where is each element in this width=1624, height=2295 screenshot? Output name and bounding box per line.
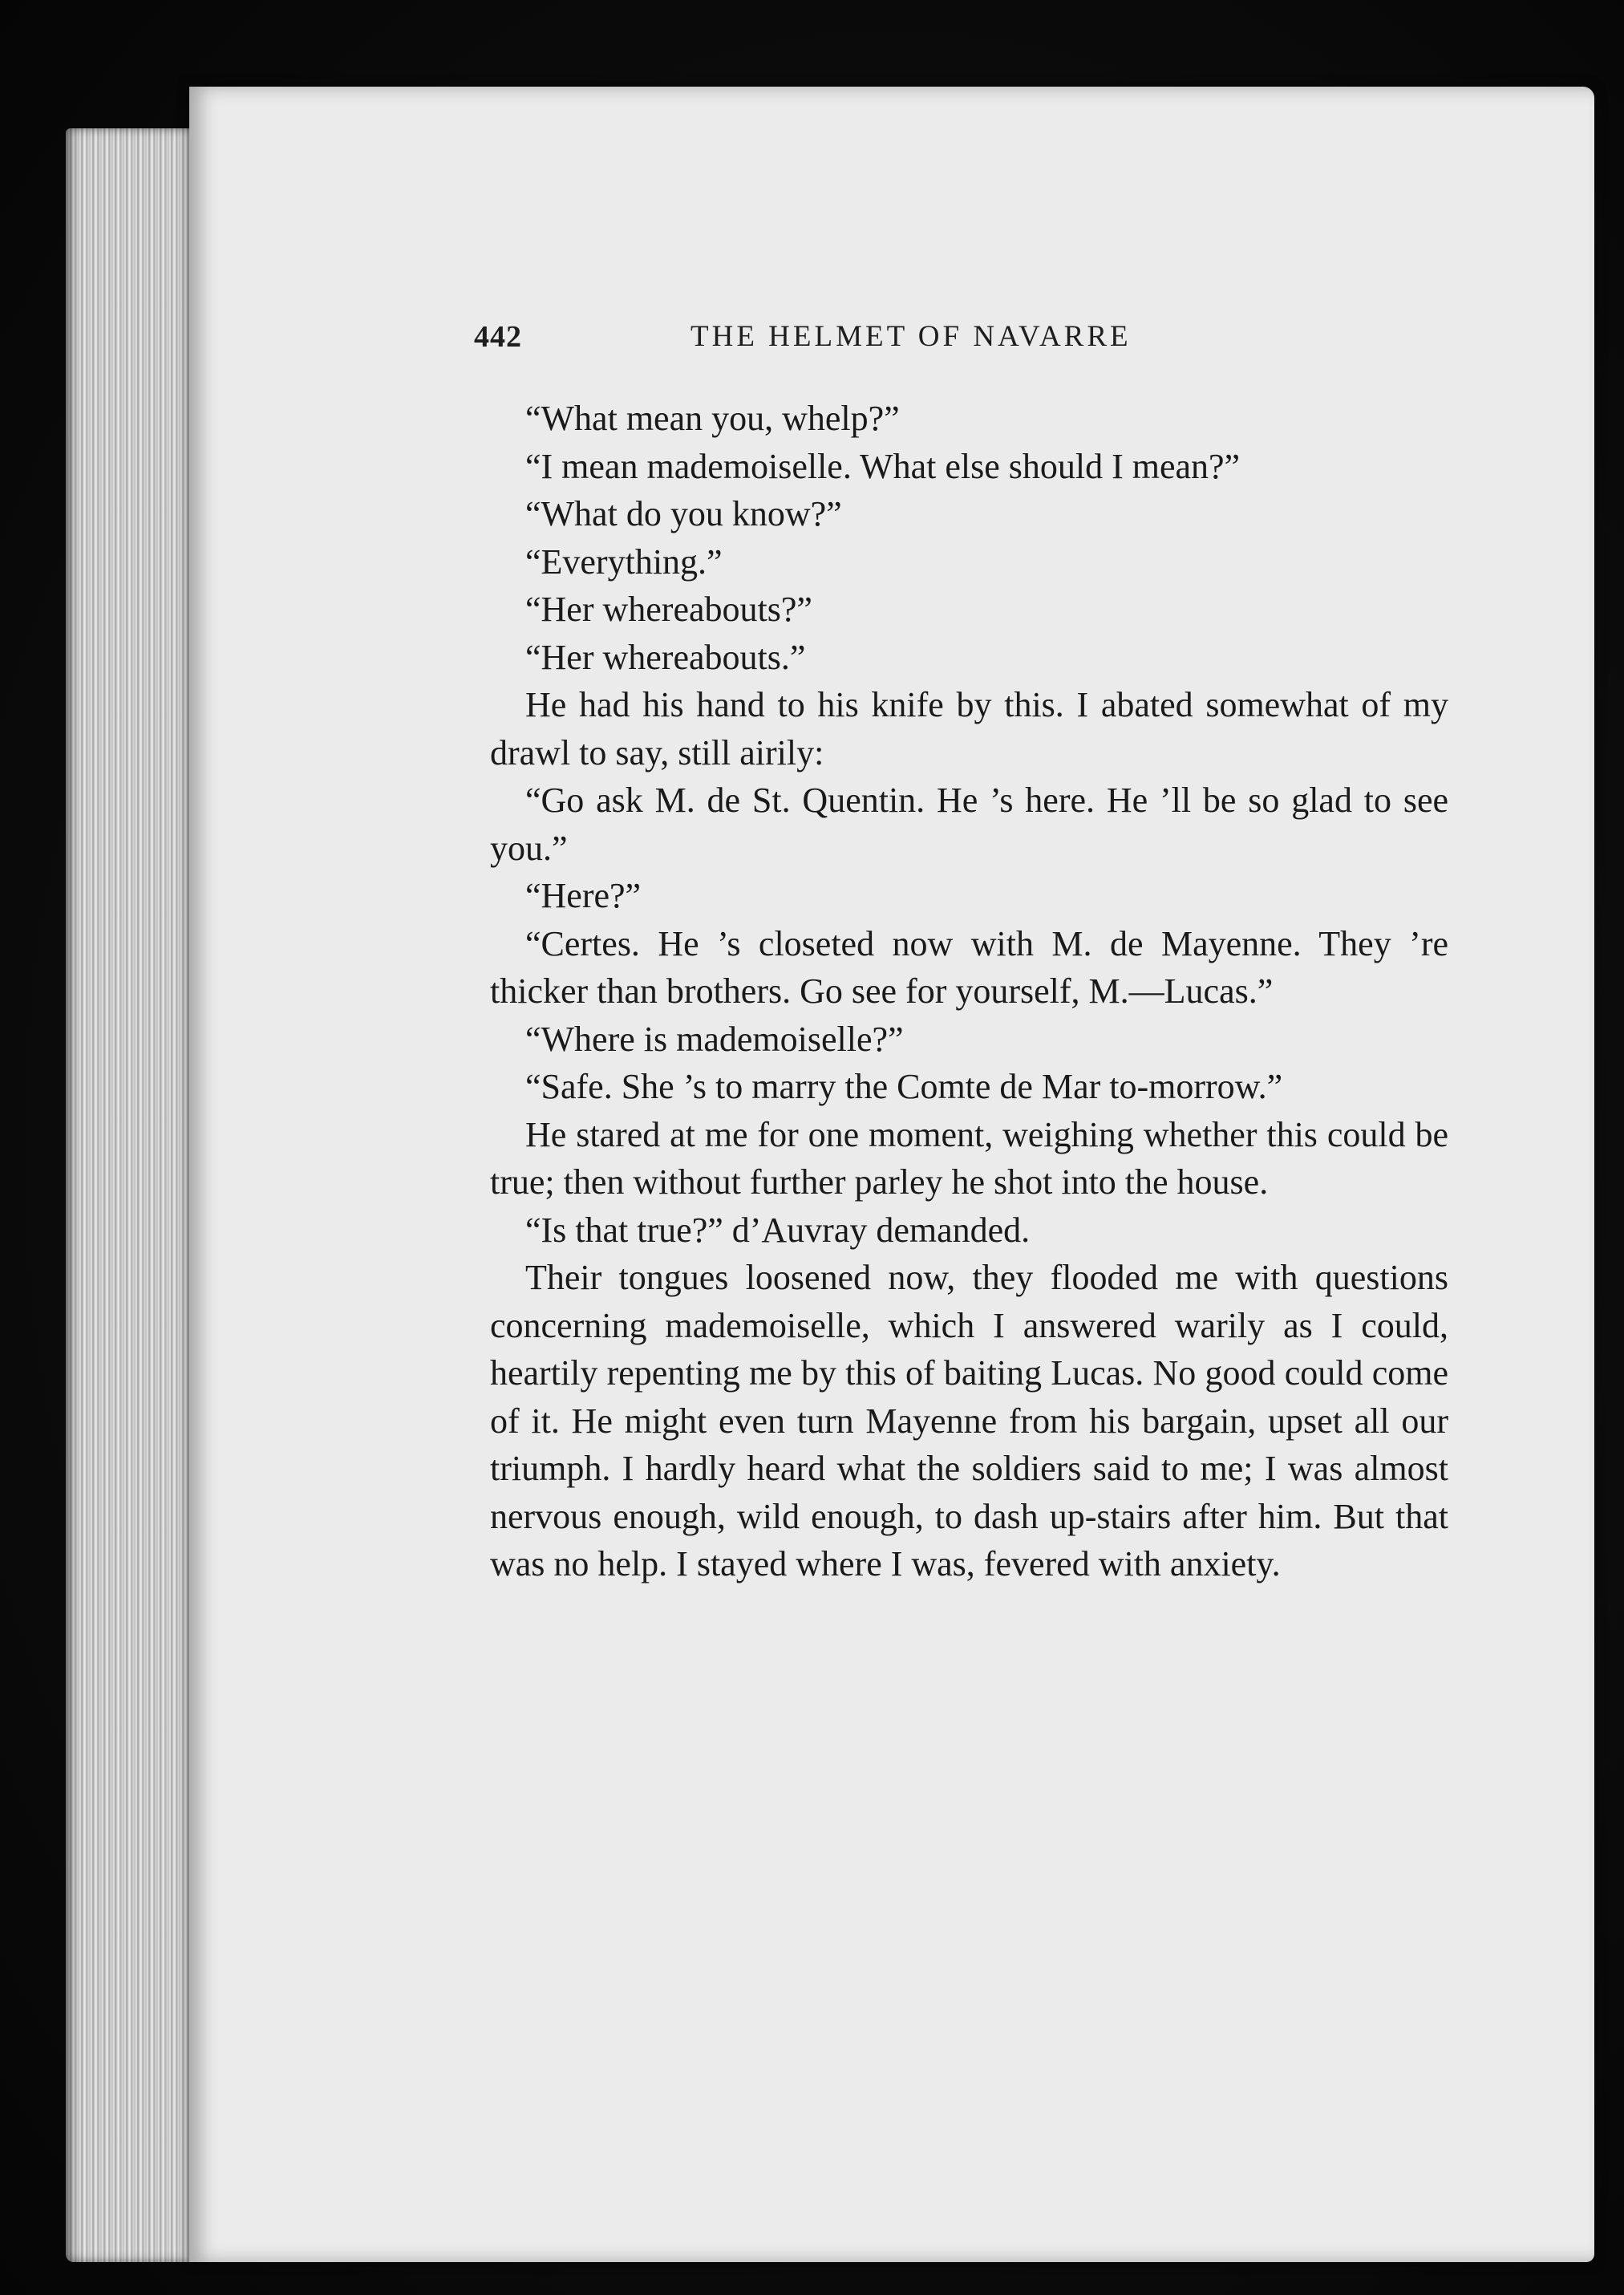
- book-page-edges: [66, 128, 194, 2262]
- paragraph: “Safe. She ’s to marry the Comte de Mar to-morrow.”: [525, 1067, 1283, 1106]
- paragraph: Their tongues loosened now, they flooded me with questions concerning mademoiselle, which I answered warily as I could, heartily repenting me by this of baiting Lucas. No good could come of it. He might even turn Mayenne from his bargain, upset all our triumph. I hardly heard what the soldiers said to me; I was almost nervous enough, wild enough, to dash up-stairs after him. But that was no help. I stayed where I was, fevered with anxiety.: [490, 1258, 1448, 1583]
- paragraph: He had his hand to his knife by this. I abated somewhat of my drawl to say, still airily:: [490, 685, 1448, 772]
- body-text: [490, 395, 1448, 1588]
- paragraph: “What mean you, whelp?”: [525, 399, 900, 438]
- page-content: [474, 319, 1448, 1588]
- paragraph: “Is that true?” d’Auvray demanded.: [525, 1210, 1031, 1250]
- paragraph: “I mean mademoiselle. What else should I mean?”: [525, 446, 1241, 486]
- book-page: [189, 87, 1594, 2262]
- paragraph: He stared at me for one moment, weighing whether this could be true; then without further parley he shot into the house.: [490, 1114, 1448, 1202]
- paragraph: “Her whereabouts?”: [525, 590, 812, 629]
- paragraph: “What do you know?”: [525, 494, 842, 533]
- running-head: [474, 319, 1448, 383]
- paragraph: “Here?”: [525, 876, 642, 915]
- page-number: 442: [474, 320, 522, 354]
- paragraph: “Certes. He ’s closeted now with M. de Mayenne. They ’re thicker than brothers. Go see for yourself, M.—Lucas.”: [490, 923, 1448, 1011]
- paragraph: “Her whereabouts.”: [525, 637, 806, 677]
- paragraph: “Where is mademoiselle?”: [525, 1019, 904, 1059]
- running-title: THE HELMET OF NAVARRE: [691, 320, 1132, 353]
- paragraph: “Everything.”: [525, 541, 723, 582]
- paragraph: “Go ask M. de St. Quentin. He ’s here. He ’ll be so glad to see you.”: [490, 781, 1448, 868]
